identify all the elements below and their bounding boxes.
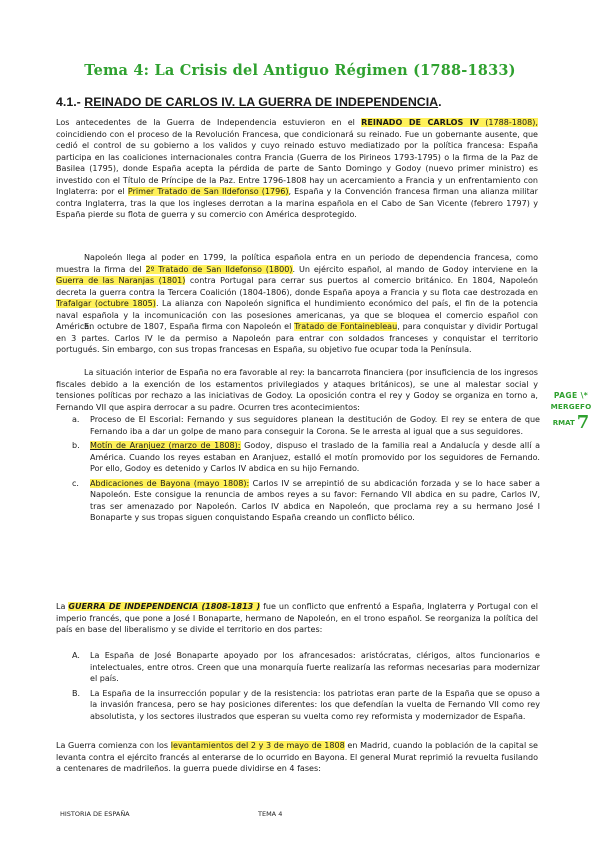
text: . Un ejército español, al mando de Godoy interviene en la	[292, 264, 538, 274]
footer-topic: TEMA 4	[258, 810, 283, 818]
list-marker: b.	[72, 441, 80, 451]
page-field-code-line3	[548, 412, 594, 433]
paragraph-levantamientos	[56, 740, 538, 775]
highlight-segundo-tratado: 2º Tratado de San Ildefonso (1800)	[145, 264, 293, 274]
paragraph-fontainebleau	[56, 321, 538, 356]
text: La Guerra comienza con los	[56, 741, 171, 750]
text: en Madrid, cuando la población de la capital se levanta contra el ejército francés al enterarse de lo ocurrido en Bayona. El general Murat reprimió la revuelta fusilando a centenares de madrileños. la guerra puede dividirse en 4 fases:	[56, 741, 538, 774]
highlight-trafalgar: Trafalgar (octubre 1805)	[56, 299, 156, 309]
list-item-text: Carlos IV se arrepintió de su abdicación forzada y se lo hace saber a Napoleón. Este consigue la renuncia de ambos reyes a su favor: Fernando VII abdica en su padre, Carlos IV, tras ser amenazado por Napoleón. Carlos IV abdica en Napoleón, que proclama rey a su hermano José I Bonaparte y sus tropas siguen conquistando España creando un conflicto bélico.	[90, 478, 540, 523]
text: coincidiendo con el proceso de la Revolución Francesa, que condicionará su reinado. Fue un gobernante ausente, que cedió el control de su gobierno a los validos y cuyo reinado estuvo mediatizado por la política francesa: España participa en las coaliciones internacionales contra Francia (Guerra de los Pirineos 1793-1795) o la firma de la Paz de Basilea (1795), donde España acepta la pérdida de parte de Santo Domingo y Godoy (nuevo primer ministro) es investido con el Título de Príncipe de la Paz. Entre 1796-1808 hay un acercamiento a Francia y un enfrentamiento con Inglaterra: por el	[56, 129, 538, 197]
list-item	[56, 414, 540, 437]
events-list	[56, 414, 540, 527]
highlight-levantamientos: levantamientos del 2 y 3 de mayo de 1808	[170, 741, 345, 750]
list-item	[56, 440, 540, 475]
page-field-code-line2: MERGEFO	[550, 402, 592, 411]
highlight-primer-tratado: Primer Tratado de San Ildefonso (1796)	[127, 187, 289, 197]
list-marker: A.	[72, 651, 80, 660]
text: En octubre de 1807, España firma con Napoleón el	[84, 322, 295, 331]
text: Napoleón llega al poder en 1799, la política española entra en un periodo de dependencia francesa, como muestra la firma del	[56, 253, 538, 274]
text: fue un conflicto que enfrentó a España, Inglaterra y Portugal con el imperio francés, que pone a José I Bonaparte, hermano de Napoleón, en el trono español. Se reorganiza la política del país en base del liberalismo y se divide el territorio en dos partes:	[56, 602, 538, 635]
text: contra Portugal para cerrar sus puertos al comercio británico. En 1804, Napoleón decreta la guerra contra la Tercera Coalición (1804-1806), donde España apoya a Francia y su flota cae destrozada en	[56, 276, 538, 297]
list-item-text: Proceso de El Escorial: Fernando y sus seguidores planean la destitución de Godoy. El rey se entera de que Fernando iba a dar un golpe de mano para conseguir la Corona. Se le arresta al igual que a sus seguidores.	[90, 415, 540, 436]
page-number: 7	[576, 412, 590, 433]
page-field-code-line1: PAGE \*	[553, 391, 589, 400]
list-marker: c.	[72, 478, 79, 488]
list-item-text: La España de José Bonaparte apoyado por los afrancesados: aristócratas, clérigos, altos funcionarios e intelectuales, entre otros. Creen que una monarquía fuerte realizaría las reformas necesarias para modernizar el país.	[90, 651, 540, 684]
paragraph-situacion-interior	[56, 367, 538, 413]
list-item-text: Godoy, dispuso el traslado de la familia real a Andalucía y desde allí a América. Cuando los reyes estaban en Aranjuez, estalló el motín promovido por los seguidores de Fernando. Por ello, Godoy es detenido y Carlos IV abdica en su hijo Fernando.	[90, 441, 541, 474]
list-item-text: La España de la insurrección popular y de la resistencia: los patriotas eran parte de la España que se opuso a la invasión francesa, pero se hay posiciones diferentes: los que defendían la vuelta de Fernando VII como rey absolutista, y los sectores ilustrados que esperan su vuelta como rey reformista y modernizador de España.	[90, 688, 540, 721]
section-heading	[56, 95, 442, 109]
text: , España y la Convención francesa firman una alianza militar contra Inglaterra, tras la que los ingleses derrotan a la marina española en el Cabo de San Vicente (febrero 1797) y España pierde su flota de guerra y su comercio con América desprotegido.	[56, 187, 538, 220]
page-field-code-text: RMAT	[552, 419, 575, 427]
text: , para conquistar y dividir Portugal en 3 partes. Carlos IV le da permiso a Napoleón para entrar con soldados franceses y conquistar el territorio portugués. Sin embargo, con sus tropas francesas en España, su objetivo fue ocupar toda la Península.	[56, 322, 538, 355]
section-number: 4.1.-	[56, 95, 85, 109]
list-marker: a.	[72, 415, 80, 424]
section-title-end: .	[438, 95, 442, 109]
section-title: REINADO DE CARLOS IV. LA GUERRA DE INDEPENDENCIA	[84, 95, 439, 109]
list-item	[56, 688, 540, 723]
highlight-abdicaciones-bayona: Abdicaciones de Bayona (mayo 1808):	[90, 478, 250, 488]
two-spains-list	[56, 650, 540, 725]
paragraph-guerra-independencia	[56, 601, 538, 636]
highlight-motin-aranjuez: Motín de Aranjuez (marzo de 1808):	[90, 441, 241, 451]
list-item	[56, 650, 540, 685]
highlight-guerra-independencia: GUERRA DE INDEPENDENCIA (1808-1813 )	[68, 602, 261, 611]
text: Los antecedentes de la Guerra de Independencia estuvieron en el	[56, 118, 362, 127]
highlight-fontainebleau: Tratado de Fontainebleau	[294, 322, 398, 331]
highlight-reinado-dates: (1788-1808),	[479, 118, 538, 127]
list-item	[56, 478, 540, 524]
highlight-reinado: REINADO DE CARLOS IV	[361, 118, 480, 127]
paragraph-carlos-iv	[56, 117, 538, 221]
text: . La alianza con Napoleón significa el hundimiento económico del país, el fin de la potencia naval española y la incomunicación con las posesiones americanas, ya que se bloquea el comercio español con América.	[56, 299, 538, 332]
list-marker: B.	[72, 688, 81, 698]
highlight-guerra-naranjas: Guerra de las Naranjas (1801)	[56, 276, 186, 286]
document-title: Tema 4: La Crisis del Antiguo Régimen (1788-1833)	[84, 62, 516, 79]
text: La situación interior de España no era favorable al rey: la bancarrota financiera (por insuficiencia de los ingresos fiscales debido a la exención de los estamentos privilegiados y ataques británicos), se une al malestar social y tensiones políticas por rechazo a las iniciativas de Godoy. La oposición contra el rey y Godoy se organiza en torno a, Fernando VII que aspira derrocar a su padre. Ocurren tres acontecimientos:	[56, 368, 538, 412]
text: La	[56, 602, 69, 611]
footer-subject: HISTORIA DE ESPAÑA	[60, 810, 130, 818]
